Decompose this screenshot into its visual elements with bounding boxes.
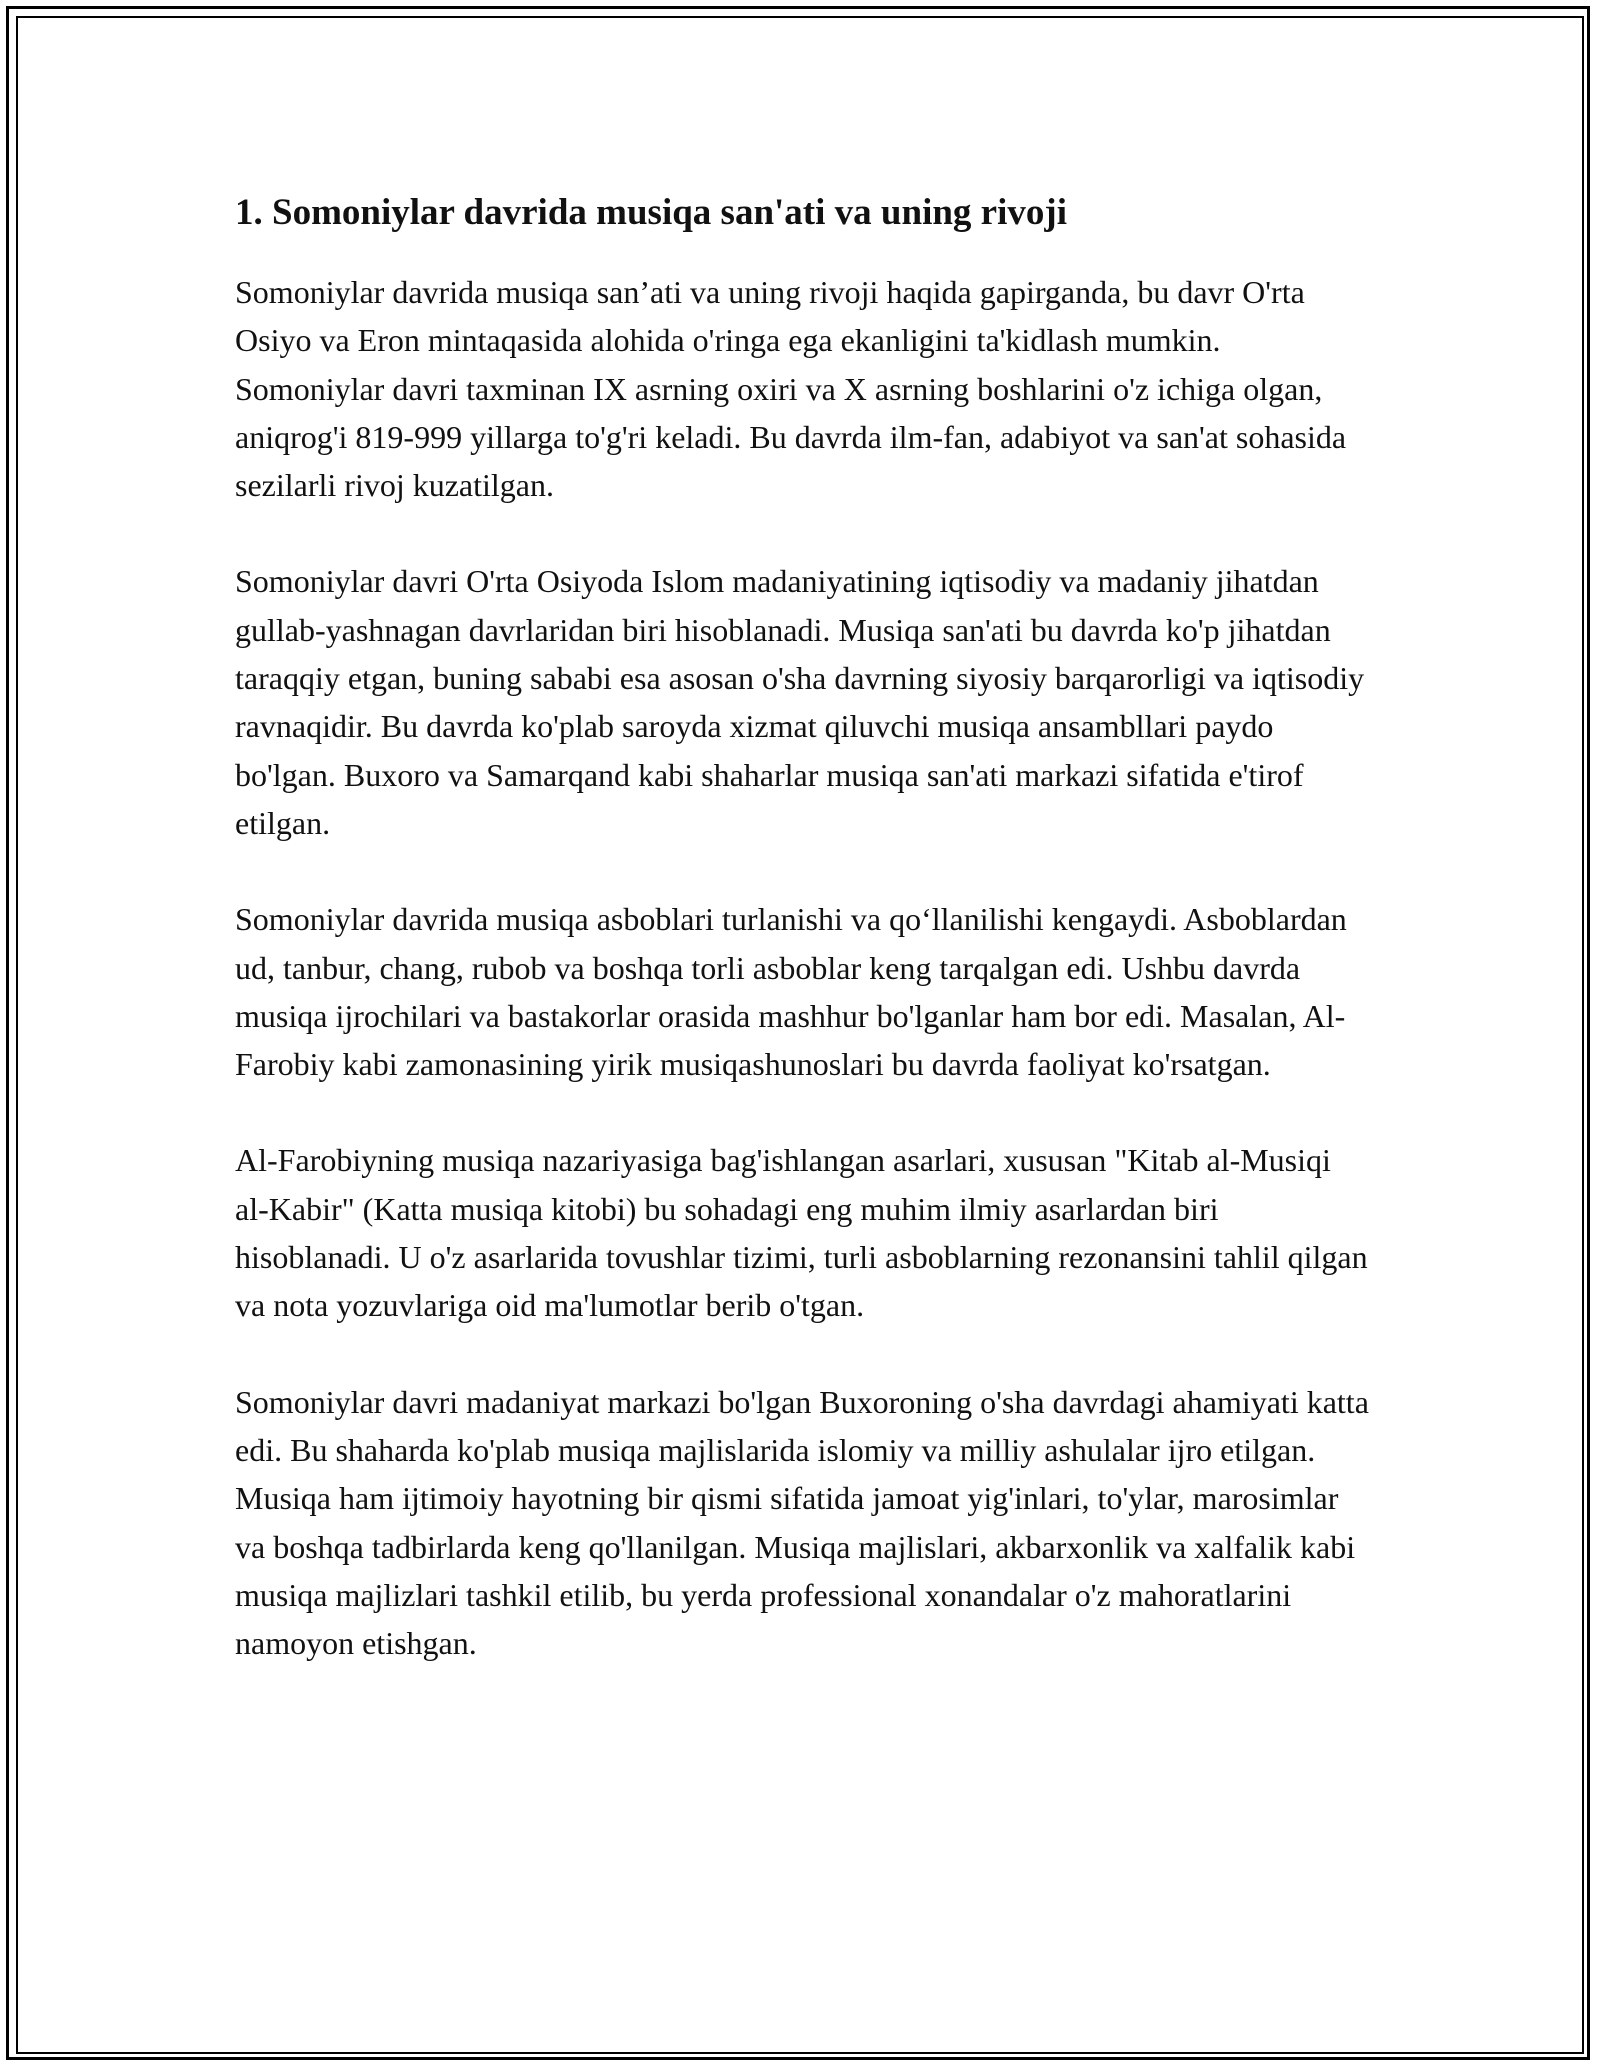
paragraph-4: Al-Farobiyning musiqa nazariyasiga bag'ishlangan asarlari, xususan "Kitab al-Musiqi al-Kabir" (Katta musiqa kitobi) bu sohadagi eng muhim ilmiy asarlardan biri hisoblanadi. U o'z asarlarida tovushlar tizimi, turli asboblarning rezonansini tahlil qilgan va nota yozuvlariga oid ma'lumotlar berib o'tgan.	[235, 1142, 1368, 1324]
document-body	[235, 186, 1370, 1667]
paragraph-1: Somoniylar davrida musiqa san’ati va uning rivoji haqida gapirganda, bu davr O'rta Osiyo va Eron mintaqasida alohida o'ringa ega ekanligini ta'kidlash mumkin. Somoniylar davri taxminan IX asrning oxiri va X asrning boshlarini o'z ichiga olgan, aniqrog'i 819-999 yillarga to'g'ri keladi. Bu davrda ilm-fan, adabiyot va san'at sohasida sezilarli rivoj kuzatilgan.	[235, 274, 1347, 504]
paragraph-3: Somoniylar davrida musiqa asboblari turlanishi va qo‘llanilishi kengaydi. Asboblardan ud, tanbur, chang, rubob va boshqa torli asboblar keng tarqalgan edi. Ushbu davrda musiqa ijrochilari va bastakorlar orasida mashhur bo'lganlar ham bor edi. Masalan, Al-Farobiy kabi zamonasining yirik musiqashunoslari bu davrda faoliyat ko'rsatgan.	[235, 901, 1347, 1083]
paragraph-2: Somoniylar davri O'rta Osiyoda Islom madaniyatining iqtisodiy va madaniy jihatdan gullab-yashnagan davrlaridan biri hisoblanadi. Musiqa san'ati bu davrda ko'p jihatdan taraqqiy etgan, buning sababi esa asosan o'sha davrning siyosiy barqarorligi va iqtisodiy ravnaqidir. Bu davrda ko'plab saroyda xizmat qiluvchi musiqa ansambllari paydo bo'lgan. Buxoro va Samarqand kabi shaharlar musiqa san'ati markazi sifatida e'tirof etilgan.	[235, 563, 1365, 841]
document-title: 1. Somoniylar davrida musiqa san'ati va uning rivoji	[235, 192, 1067, 233]
paragraph-5: Somoniylar davri madaniyat markazi bo'lgan Buxoroning o'sha davrdagi ahamiyati katta edi. Bu shaharda ko'plab musiqa majlislarida islomiy va milliy ashulalar ijro etilgan. Musiqa ham ijtimoiy hayotning bir qismi sifatida jamoat yig'inlari, to'ylar, marosimlar va boshqa tadbirlarda keng qo'llanilgan. Musiqa majlislari, akbarxonlik va xalfalik kabi musiqa majlizlari tashkil etilib, bu yerda professional xonandalar o'z mahoratlarini namoyon etishgan.	[235, 1383, 1369, 1662]
